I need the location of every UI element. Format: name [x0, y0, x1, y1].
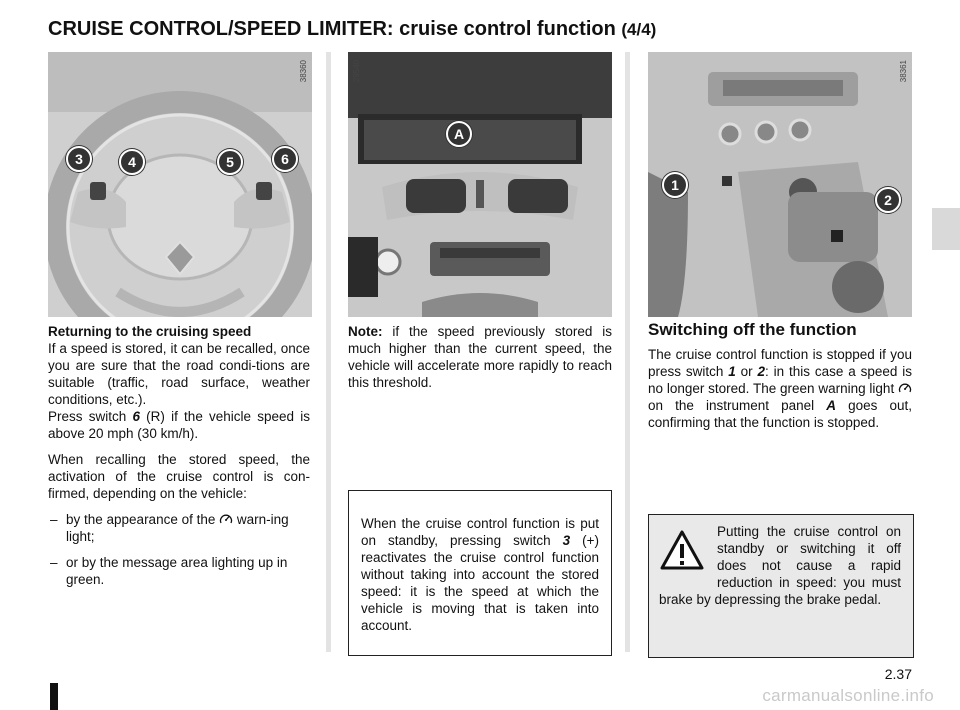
- console-photo: [648, 52, 912, 317]
- list-item: – or by the message area lighting up in green.: [48, 554, 310, 588]
- callout-a: A: [446, 121, 472, 147]
- dashboard-illustration: [348, 52, 612, 317]
- section-heading: Returning to the cruising speed: [48, 324, 252, 339]
- callout-3: 3: [66, 146, 92, 172]
- standby-info-box: When the cruise control function is put on standby, pressing switch 3 (+) reactivates the cruise control function without taking into account the stored speed: it is the speed at which the vehicle is moving that is taken into account.: [348, 490, 612, 656]
- steering-wheel-photo: [48, 52, 312, 317]
- list-item: – by the appearance of the warn-ing light;: [48, 511, 310, 545]
- photo-ref-number: 29540: [352, 60, 361, 83]
- column-divider-2: [625, 52, 630, 652]
- callout-4: 4: [119, 149, 145, 175]
- bullet-list: [48, 511, 310, 588]
- watermark: carmanualsonline.info: [762, 686, 934, 705]
- switch-ref: 6: [132, 409, 140, 424]
- corner-marker: [50, 683, 58, 710]
- dashboard-photo: [348, 52, 612, 317]
- warning-box: [648, 514, 914, 658]
- section-tab: [932, 208, 960, 250]
- photo-ref-number: 38361: [899, 60, 908, 83]
- title-main: CRUISE CONTROL/SPEED LIMITER: cruise control function: [48, 18, 616, 40]
- column-3-text: Switching off the function The cruise control function is stopped if you press switch 1 or 2: in this case a speed is no longer stored. The green warning light on the instrument panel A goes out, confirming that the function is stopped.: [648, 320, 912, 430]
- callout-1: 1: [662, 172, 688, 198]
- steering-wheel-illustration: [48, 52, 312, 317]
- callout-2: 2: [875, 187, 901, 213]
- page-number: 2.37: [884, 666, 912, 682]
- paragraph: When recalling the stored speed, the activation of the cruise control is con-firmed, depending on the vehicle:: [48, 452, 310, 501]
- cruise-control-warning-light-icon: [219, 513, 233, 525]
- switch-ref: 2: [757, 364, 766, 379]
- section-heading: Switching off the function: [648, 320, 857, 339]
- switch-ref: 3: [562, 533, 571, 548]
- photo-ref-number: 38360: [299, 60, 308, 83]
- warning-text: Putting the cruise control on standby or switching it off does not cause a rapid reduction in speed: you must brake by depressing the brake pedal.: [659, 524, 901, 607]
- switch-ref: 1: [728, 364, 736, 379]
- cruise-control-warning-light-icon: [898, 382, 912, 394]
- page-title: [48, 18, 656, 41]
- panel-ref: A: [826, 398, 836, 413]
- callout-6: 6: [272, 146, 298, 172]
- paragraph: If a speed is stored, it can be recalled, once you are sure that the road condi-tions are suitable (traffic, road surface, weather conditions, etc.).: [48, 341, 310, 407]
- note-label: Note:: [348, 324, 383, 339]
- callout-5: 5: [217, 149, 243, 175]
- title-part: (4/4): [621, 20, 657, 39]
- column-2-text: Note: if the speed previously stored is much higher than the current speed, the vehicle will accelerate more rapidly to reach this threshold.: [348, 324, 612, 390]
- column-divider-1: [326, 52, 331, 652]
- column-1-text: Returning to the cruising speed If a speed is stored, it can be recalled, once you are sure that the road condi-tions are suitable (traffic, road surface, weather conditions, etc.). Press switch 6 (R) if the vehicle speed is above 20 mph (30 km/h). When recalling the stored speed, the activation of the cruise control is con-firmed, depending on the vehicle: – by the appearance of the warn-ing light; – or by the message area lighting up in green.: [48, 323, 310, 597]
